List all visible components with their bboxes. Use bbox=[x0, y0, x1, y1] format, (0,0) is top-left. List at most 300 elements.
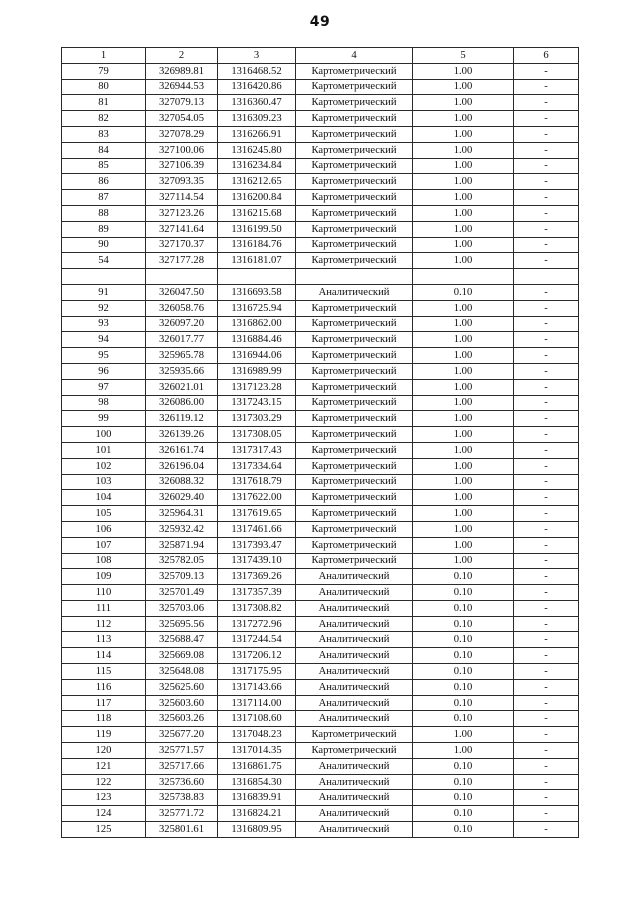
point-number-cell: 89 bbox=[62, 221, 146, 237]
table-row bbox=[62, 395, 579, 411]
y-coordinate-cell: 1316360.47 bbox=[218, 95, 296, 111]
note-cell: - bbox=[514, 553, 579, 569]
x-coordinate-cell: 325701.49 bbox=[146, 585, 218, 601]
method-cell: Картометрический bbox=[296, 126, 413, 142]
table-row bbox=[62, 664, 579, 680]
method-cell: Картометрический bbox=[296, 174, 413, 190]
note-cell: - bbox=[514, 506, 579, 522]
method-cell: Картометрический bbox=[296, 316, 413, 332]
note-cell: - bbox=[514, 379, 579, 395]
accuracy-cell: 1.00 bbox=[413, 474, 514, 490]
accuracy-cell: 1.00 bbox=[413, 95, 514, 111]
column-header: 1 bbox=[62, 48, 146, 64]
note-cell: - bbox=[514, 569, 579, 585]
y-coordinate-cell: 1316468.52 bbox=[218, 63, 296, 79]
method-cell: Картометрический bbox=[296, 79, 413, 95]
note-cell: - bbox=[514, 521, 579, 537]
note-cell: - bbox=[514, 411, 579, 427]
method-cell: Аналитический bbox=[296, 790, 413, 806]
y-coordinate-cell: 1316884.46 bbox=[218, 332, 296, 348]
accuracy-cell: 0.10 bbox=[413, 806, 514, 822]
y-coordinate-cell: 1316266.91 bbox=[218, 126, 296, 142]
table-row bbox=[62, 521, 579, 537]
method-cell: Аналитический bbox=[296, 679, 413, 695]
note-cell: - bbox=[514, 237, 579, 253]
x-coordinate-cell: 325603.60 bbox=[146, 695, 218, 711]
point-number-cell: 105 bbox=[62, 506, 146, 522]
accuracy-cell: 1.00 bbox=[413, 63, 514, 79]
note-cell: - bbox=[514, 221, 579, 237]
accuracy-cell: 1.00 bbox=[413, 379, 514, 395]
y-coordinate-cell: 1317048.23 bbox=[218, 727, 296, 743]
accuracy-cell: 0.10 bbox=[413, 648, 514, 664]
accuracy-cell: 0.10 bbox=[413, 284, 514, 300]
method-cell: Картометрический bbox=[296, 300, 413, 316]
method-cell: Картометрический bbox=[296, 743, 413, 759]
method-cell: Аналитический bbox=[296, 664, 413, 680]
point-number-cell: 54 bbox=[62, 253, 146, 269]
note-cell: - bbox=[514, 316, 579, 332]
accuracy-cell: 1.00 bbox=[413, 427, 514, 443]
y-coordinate-cell: 1317618.79 bbox=[218, 474, 296, 490]
table-row bbox=[62, 174, 579, 190]
note-cell: - bbox=[514, 142, 579, 158]
column-header: 4 bbox=[296, 48, 413, 64]
y-coordinate-cell: 1316184.76 bbox=[218, 237, 296, 253]
accuracy-cell: 1.00 bbox=[413, 490, 514, 506]
note-cell: - bbox=[514, 348, 579, 364]
accuracy-cell: 1.00 bbox=[413, 332, 514, 348]
table-row bbox=[62, 553, 579, 569]
x-coordinate-cell: 327079.13 bbox=[146, 95, 218, 111]
point-number-cell: 113 bbox=[62, 632, 146, 648]
y-coordinate-cell: 1317317.43 bbox=[218, 442, 296, 458]
table-row bbox=[62, 648, 579, 664]
method-cell: Картометрический bbox=[296, 442, 413, 458]
table-row bbox=[62, 63, 579, 79]
accuracy-cell: 1.00 bbox=[413, 521, 514, 537]
x-coordinate-cell: 325965.78 bbox=[146, 348, 218, 364]
table-row bbox=[62, 506, 579, 522]
accuracy-cell: 1.00 bbox=[413, 727, 514, 743]
note-cell: - bbox=[514, 174, 579, 190]
table-row bbox=[62, 269, 579, 285]
point-number-cell: 90 bbox=[62, 237, 146, 253]
method-cell: Картометрический bbox=[296, 490, 413, 506]
x-coordinate-cell: 326047.50 bbox=[146, 284, 218, 300]
x-coordinate-cell: 325648.08 bbox=[146, 664, 218, 680]
x-coordinate-cell: 327100.06 bbox=[146, 142, 218, 158]
point-number-cell: 91 bbox=[62, 284, 146, 300]
y-coordinate-cell: 1317369.26 bbox=[218, 569, 296, 585]
note-cell: - bbox=[514, 490, 579, 506]
y-coordinate-cell: 1316215.68 bbox=[218, 205, 296, 221]
point-number-cell: 117 bbox=[62, 695, 146, 711]
table-row bbox=[62, 205, 579, 221]
x-coordinate-cell: 326086.00 bbox=[146, 395, 218, 411]
x-coordinate-cell: 326139.26 bbox=[146, 427, 218, 443]
accuracy-cell: 1.00 bbox=[413, 743, 514, 759]
y-coordinate-cell bbox=[218, 269, 296, 285]
accuracy-cell: 1.00 bbox=[413, 221, 514, 237]
method-cell: Картометрический bbox=[296, 395, 413, 411]
method-cell: Аналитический bbox=[296, 616, 413, 632]
y-coordinate-cell: 1317114.00 bbox=[218, 695, 296, 711]
y-coordinate-cell: 1316245.80 bbox=[218, 142, 296, 158]
x-coordinate-cell: 325603.26 bbox=[146, 711, 218, 727]
accuracy-cell: 1.00 bbox=[413, 411, 514, 427]
note-cell: - bbox=[514, 632, 579, 648]
accuracy-cell: 1.00 bbox=[413, 506, 514, 522]
note-cell: - bbox=[514, 806, 579, 822]
x-coordinate-cell: 326021.01 bbox=[146, 379, 218, 395]
x-coordinate-cell: 326017.77 bbox=[146, 332, 218, 348]
accuracy-cell: 1.00 bbox=[413, 537, 514, 553]
y-coordinate-cell: 1316944.06 bbox=[218, 348, 296, 364]
table-row bbox=[62, 632, 579, 648]
method-cell: Картометрический bbox=[296, 95, 413, 111]
accuracy-cell: 0.10 bbox=[413, 585, 514, 601]
table-row bbox=[62, 695, 579, 711]
x-coordinate-cell: 326088.32 bbox=[146, 474, 218, 490]
accuracy-cell: 0.10 bbox=[413, 616, 514, 632]
y-coordinate-cell: 1316809.95 bbox=[218, 822, 296, 838]
point-number-cell: 80 bbox=[62, 79, 146, 95]
method-cell: Картометрический bbox=[296, 111, 413, 127]
note-cell: - bbox=[514, 616, 579, 632]
table-row bbox=[62, 237, 579, 253]
accuracy-cell: 1.00 bbox=[413, 553, 514, 569]
method-cell: Картометрический bbox=[296, 474, 413, 490]
table-row bbox=[62, 142, 579, 158]
table-row bbox=[62, 679, 579, 695]
method-cell: Картометрический bbox=[296, 348, 413, 364]
point-number-cell: 104 bbox=[62, 490, 146, 506]
table-row bbox=[62, 379, 579, 395]
point-number-cell: 106 bbox=[62, 521, 146, 537]
method-cell: Картометрический bbox=[296, 427, 413, 443]
x-coordinate-cell: 325669.08 bbox=[146, 648, 218, 664]
method-cell: Аналитический bbox=[296, 806, 413, 822]
x-coordinate-cell: 326029.40 bbox=[146, 490, 218, 506]
table-row bbox=[62, 537, 579, 553]
x-coordinate-cell: 327093.35 bbox=[146, 174, 218, 190]
point-number-cell: 83 bbox=[62, 126, 146, 142]
y-coordinate-cell: 1317243.15 bbox=[218, 395, 296, 411]
x-coordinate-cell: 325782.05 bbox=[146, 553, 218, 569]
method-cell: Картометрический bbox=[296, 363, 413, 379]
point-number-cell: 107 bbox=[62, 537, 146, 553]
point-number-cell: 92 bbox=[62, 300, 146, 316]
point-number-cell: 79 bbox=[62, 63, 146, 79]
accuracy-cell: 1.00 bbox=[413, 348, 514, 364]
accuracy-cell: 0.10 bbox=[413, 632, 514, 648]
x-coordinate-cell: 326196.04 bbox=[146, 458, 218, 474]
method-cell: Аналитический bbox=[296, 585, 413, 601]
point-number-cell: 97 bbox=[62, 379, 146, 395]
method-cell: Картометрический bbox=[296, 458, 413, 474]
y-coordinate-cell: 1316989.99 bbox=[218, 363, 296, 379]
x-coordinate-cell: 325717.66 bbox=[146, 758, 218, 774]
column-header: 5 bbox=[413, 48, 514, 64]
note-cell: - bbox=[514, 205, 579, 221]
point-number-cell: 82 bbox=[62, 111, 146, 127]
note-cell: - bbox=[514, 774, 579, 790]
y-coordinate-cell: 1317308.82 bbox=[218, 600, 296, 616]
y-coordinate-cell: 1316309.23 bbox=[218, 111, 296, 127]
y-coordinate-cell: 1317461.66 bbox=[218, 521, 296, 537]
note-cell: - bbox=[514, 95, 579, 111]
accuracy-cell: 1.00 bbox=[413, 442, 514, 458]
accuracy-cell: 1.00 bbox=[413, 300, 514, 316]
note-cell: - bbox=[514, 363, 579, 379]
y-coordinate-cell: 1316212.65 bbox=[218, 174, 296, 190]
note-cell: - bbox=[514, 284, 579, 300]
method-cell: Аналитический bbox=[296, 758, 413, 774]
table-row bbox=[62, 79, 579, 95]
table-row bbox=[62, 790, 579, 806]
point-number-cell: 102 bbox=[62, 458, 146, 474]
note-cell: - bbox=[514, 664, 579, 680]
method-cell: Картометрический bbox=[296, 727, 413, 743]
table-row bbox=[62, 806, 579, 822]
accuracy-cell: 1.00 bbox=[413, 253, 514, 269]
note-cell: - bbox=[514, 63, 579, 79]
accuracy-cell: 1.00 bbox=[413, 174, 514, 190]
y-coordinate-cell: 1316839.91 bbox=[218, 790, 296, 806]
table-row bbox=[62, 316, 579, 332]
x-coordinate-cell: 325688.47 bbox=[146, 632, 218, 648]
x-coordinate-cell: 325736.60 bbox=[146, 774, 218, 790]
note-cell: - bbox=[514, 332, 579, 348]
point-number-cell: 123 bbox=[62, 790, 146, 806]
accuracy-cell: 1.00 bbox=[413, 111, 514, 127]
note-cell: - bbox=[514, 458, 579, 474]
y-coordinate-cell: 1317143.66 bbox=[218, 679, 296, 695]
method-cell bbox=[296, 269, 413, 285]
note-cell: - bbox=[514, 442, 579, 458]
method-cell: Аналитический bbox=[296, 284, 413, 300]
method-cell: Аналитический bbox=[296, 822, 413, 838]
table-row bbox=[62, 411, 579, 427]
page-number: 49 bbox=[309, 14, 331, 30]
point-number-cell: 100 bbox=[62, 427, 146, 443]
accuracy-cell: 0.10 bbox=[413, 790, 514, 806]
x-coordinate-cell: 326119.12 bbox=[146, 411, 218, 427]
method-cell: Картометрический bbox=[296, 253, 413, 269]
x-coordinate-cell: 327106.39 bbox=[146, 158, 218, 174]
point-number-cell: 86 bbox=[62, 174, 146, 190]
table-row bbox=[62, 332, 579, 348]
table-row bbox=[62, 774, 579, 790]
table-row bbox=[62, 427, 579, 443]
y-coordinate-cell: 1316199.50 bbox=[218, 221, 296, 237]
method-cell: Картометрический bbox=[296, 553, 413, 569]
y-coordinate-cell: 1317308.05 bbox=[218, 427, 296, 443]
point-number-cell: 109 bbox=[62, 569, 146, 585]
accuracy-cell: 1.00 bbox=[413, 316, 514, 332]
y-coordinate-cell: 1316854.30 bbox=[218, 774, 296, 790]
point-number-cell: 88 bbox=[62, 205, 146, 221]
point-number-cell: 121 bbox=[62, 758, 146, 774]
accuracy-cell: 1.00 bbox=[413, 158, 514, 174]
y-coordinate-cell: 1317175.95 bbox=[218, 664, 296, 680]
point-number-cell: 108 bbox=[62, 553, 146, 569]
note-cell: - bbox=[514, 585, 579, 601]
x-coordinate-cell: 325771.57 bbox=[146, 743, 218, 759]
note-cell: - bbox=[514, 743, 579, 759]
method-cell: Картометрический bbox=[296, 379, 413, 395]
method-cell: Аналитический bbox=[296, 569, 413, 585]
method-cell: Картометрический bbox=[296, 332, 413, 348]
method-cell: Аналитический bbox=[296, 695, 413, 711]
note-cell: - bbox=[514, 790, 579, 806]
note-cell: - bbox=[514, 695, 579, 711]
method-cell: Картометрический bbox=[296, 158, 413, 174]
note-cell: - bbox=[514, 727, 579, 743]
method-cell: Картометрический bbox=[296, 521, 413, 537]
accuracy-cell: 1.00 bbox=[413, 142, 514, 158]
x-coordinate-cell: 325703.06 bbox=[146, 600, 218, 616]
y-coordinate-cell: 1317334.64 bbox=[218, 458, 296, 474]
point-number-cell: 119 bbox=[62, 727, 146, 743]
table-row bbox=[62, 458, 579, 474]
x-coordinate-cell: 326058.76 bbox=[146, 300, 218, 316]
table-row bbox=[62, 253, 579, 269]
point-number-cell: 84 bbox=[62, 142, 146, 158]
y-coordinate-cell: 1316181.07 bbox=[218, 253, 296, 269]
method-cell: Картометрический bbox=[296, 63, 413, 79]
note-cell: - bbox=[514, 300, 579, 316]
point-number-cell: 99 bbox=[62, 411, 146, 427]
x-coordinate-cell: 327078.29 bbox=[146, 126, 218, 142]
point-number-cell: 85 bbox=[62, 158, 146, 174]
point-number-cell: 116 bbox=[62, 679, 146, 695]
table-row bbox=[62, 300, 579, 316]
method-cell: Картометрический bbox=[296, 506, 413, 522]
coordinates-table bbox=[61, 47, 579, 838]
y-coordinate-cell: 1317439.10 bbox=[218, 553, 296, 569]
accuracy-cell: 0.10 bbox=[413, 758, 514, 774]
method-cell: Картометрический bbox=[296, 190, 413, 206]
x-coordinate-cell: 325677.20 bbox=[146, 727, 218, 743]
table-row bbox=[62, 569, 579, 585]
note-cell: - bbox=[514, 79, 579, 95]
point-number-cell: 112 bbox=[62, 616, 146, 632]
note-cell: - bbox=[514, 600, 579, 616]
point-number-cell: 96 bbox=[62, 363, 146, 379]
table-row bbox=[62, 348, 579, 364]
table-row bbox=[62, 474, 579, 490]
note-cell: - bbox=[514, 126, 579, 142]
accuracy-cell: 1.00 bbox=[413, 79, 514, 95]
table-row bbox=[62, 221, 579, 237]
table-row bbox=[62, 442, 579, 458]
point-number-cell: 125 bbox=[62, 822, 146, 838]
accuracy-cell: 0.10 bbox=[413, 600, 514, 616]
note-cell: - bbox=[514, 395, 579, 411]
accuracy-cell: 0.10 bbox=[413, 822, 514, 838]
point-number-cell: 118 bbox=[62, 711, 146, 727]
note-cell: - bbox=[514, 253, 579, 269]
y-coordinate-cell: 1316861.75 bbox=[218, 758, 296, 774]
method-cell: Картометрический bbox=[296, 205, 413, 221]
point-number-cell: 120 bbox=[62, 743, 146, 759]
y-coordinate-cell: 1316234.84 bbox=[218, 158, 296, 174]
method-cell: Картометрический bbox=[296, 411, 413, 427]
note-cell: - bbox=[514, 679, 579, 695]
table-row bbox=[62, 727, 579, 743]
x-coordinate-cell: 325695.56 bbox=[146, 616, 218, 632]
x-coordinate-cell: 325871.94 bbox=[146, 537, 218, 553]
point-number-cell: 122 bbox=[62, 774, 146, 790]
accuracy-cell bbox=[413, 269, 514, 285]
y-coordinate-cell: 1316824.21 bbox=[218, 806, 296, 822]
y-coordinate-cell: 1317622.00 bbox=[218, 490, 296, 506]
x-coordinate-cell: 325964.31 bbox=[146, 506, 218, 522]
point-number-cell: 110 bbox=[62, 585, 146, 601]
y-coordinate-cell: 1317303.29 bbox=[218, 411, 296, 427]
x-coordinate-cell: 327114.54 bbox=[146, 190, 218, 206]
accuracy-cell: 0.10 bbox=[413, 679, 514, 695]
method-cell: Аналитический bbox=[296, 600, 413, 616]
y-coordinate-cell: 1317014.35 bbox=[218, 743, 296, 759]
point-number-cell: 95 bbox=[62, 348, 146, 364]
x-coordinate-cell: 326944.53 bbox=[146, 79, 218, 95]
x-coordinate-cell: 325935.66 bbox=[146, 363, 218, 379]
table-row bbox=[62, 284, 579, 300]
point-number-cell: 115 bbox=[62, 664, 146, 680]
method-cell: Картометрический bbox=[296, 221, 413, 237]
method-cell: Картометрический bbox=[296, 237, 413, 253]
column-header: 2 bbox=[146, 48, 218, 64]
point-number-cell: 87 bbox=[62, 190, 146, 206]
accuracy-cell: 1.00 bbox=[413, 363, 514, 379]
x-coordinate-cell: 327141.64 bbox=[146, 221, 218, 237]
x-coordinate-cell: 327054.05 bbox=[146, 111, 218, 127]
note-cell: - bbox=[514, 822, 579, 838]
method-cell: Аналитический bbox=[296, 711, 413, 727]
accuracy-cell: 1.00 bbox=[413, 395, 514, 411]
method-cell: Картометрический bbox=[296, 142, 413, 158]
accuracy-cell: 0.10 bbox=[413, 569, 514, 585]
table-row bbox=[62, 95, 579, 111]
table-row bbox=[62, 585, 579, 601]
point-number-cell bbox=[62, 269, 146, 285]
x-coordinate-cell: 326097.20 bbox=[146, 316, 218, 332]
x-coordinate-cell: 326161.74 bbox=[146, 442, 218, 458]
accuracy-cell: 0.10 bbox=[413, 695, 514, 711]
note-cell: - bbox=[514, 190, 579, 206]
note-cell: - bbox=[514, 427, 579, 443]
method-cell: Картометрический bbox=[296, 537, 413, 553]
table-header-row bbox=[62, 48, 579, 64]
point-number-cell: 114 bbox=[62, 648, 146, 664]
table-row bbox=[62, 758, 579, 774]
method-cell: Аналитический bbox=[296, 774, 413, 790]
y-coordinate-cell: 1317272.96 bbox=[218, 616, 296, 632]
point-number-cell: 101 bbox=[62, 442, 146, 458]
y-coordinate-cell: 1317123.28 bbox=[218, 379, 296, 395]
point-number-cell: 98 bbox=[62, 395, 146, 411]
table-row bbox=[62, 600, 579, 616]
y-coordinate-cell: 1316420.86 bbox=[218, 79, 296, 95]
point-number-cell: 103 bbox=[62, 474, 146, 490]
y-coordinate-cell: 1317393.47 bbox=[218, 537, 296, 553]
x-coordinate-cell: 325932.42 bbox=[146, 521, 218, 537]
note-cell: - bbox=[514, 711, 579, 727]
accuracy-cell: 1.00 bbox=[413, 237, 514, 253]
